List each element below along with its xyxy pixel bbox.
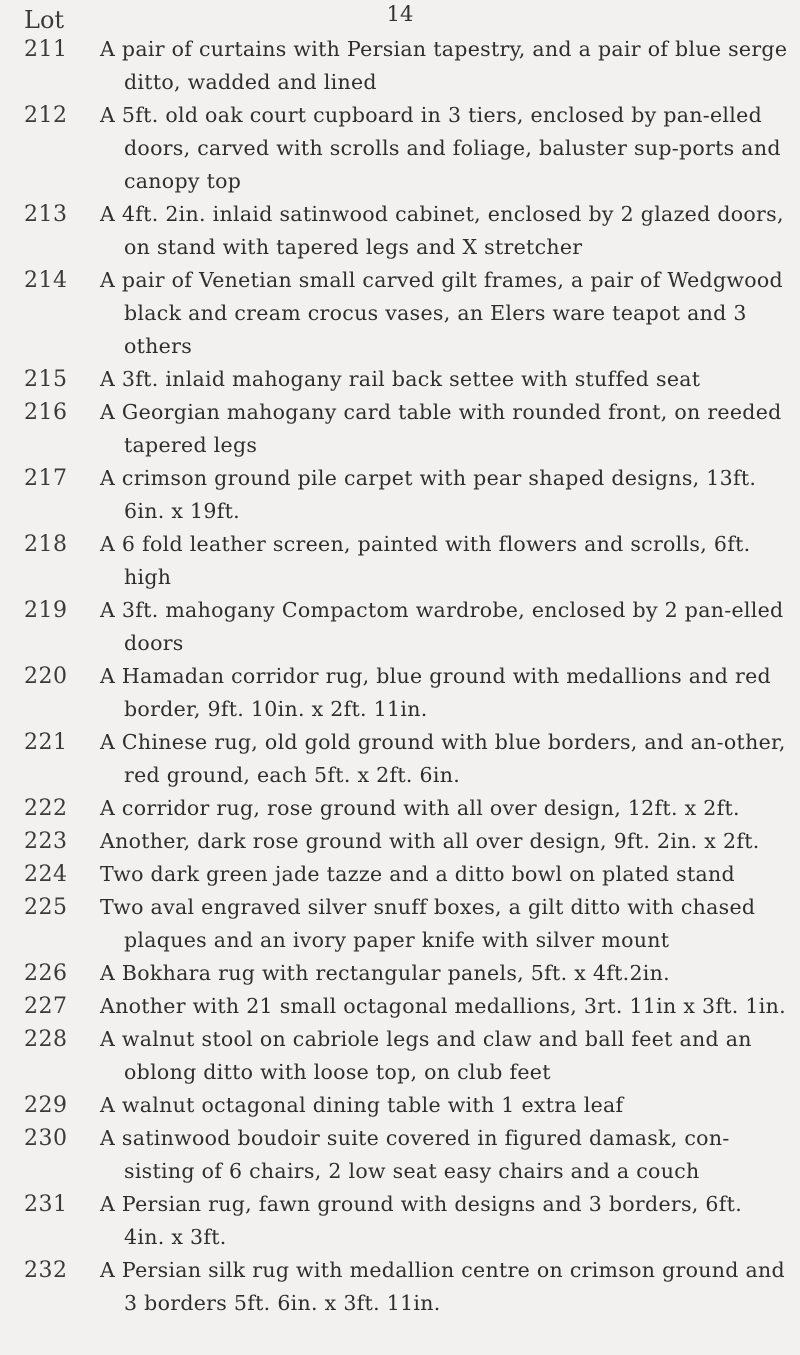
lot-entry <box>0 528 800 594</box>
lot-description: A 3ft. mahogany Compactom wardrobe, enclosed by 2 pan-elled doors <box>100 598 784 655</box>
lot-entry <box>0 1254 800 1320</box>
lot-number: 225 <box>24 895 68 920</box>
lot-entry <box>0 594 800 660</box>
lot-entry <box>0 396 800 462</box>
lot-entry <box>0 462 800 528</box>
lot-entry <box>0 891 800 957</box>
lot-number: 216 <box>24 400 68 425</box>
lot-entry <box>0 726 800 792</box>
lot-description: Two dark green jade tazze and a ditto bowl on plated stand <box>100 862 735 886</box>
lot-number: 227 <box>24 994 68 1019</box>
lot-number: 218 <box>24 532 68 557</box>
lot-number: 222 <box>24 796 68 821</box>
lot-description: Another, dark rose ground with all over design, 9ft. 2in. x 2ft. <box>100 829 760 853</box>
lot-description: Another with 21 small octagonal medallions, 3rt. 11in x 3ft. 1in. <box>100 994 786 1018</box>
lot-description: A 4ft. 2in. inlaid satinwood cabinet, enclosed by 2 glazed doors, on stand with tapered legs and X stretcher <box>100 202 784 259</box>
lot-description: A Georgian mahogany card table with rounded front, on reeded tapered legs <box>100 400 782 457</box>
lot-description: A corridor rug, rose ground with all over design, 12ft. x 2ft. <box>100 796 740 820</box>
lot-number: 223 <box>24 829 68 854</box>
lot-description: A Persian rug, fawn ground with designs and 3 borders, 6ft. 4in. x 3ft. <box>100 1192 743 1249</box>
lot-description: A pair of Venetian small carved gilt frames, a pair of Wedgwood black and cream crocus vases, an Elers ware teapot and 3 others <box>100 268 783 358</box>
lot-number: 219 <box>24 598 68 623</box>
lot-description: A walnut octagonal dining table with 1 extra leaf <box>100 1093 624 1117</box>
lot-number: 231 <box>24 1192 68 1217</box>
lot-number: 224 <box>24 862 68 887</box>
lot-entry <box>0 825 800 858</box>
lot-description: A satinwood boudoir suite covered in figured damask, con-sisting of 6 chairs, 2 low seat easy chairs and a couch <box>100 1126 730 1183</box>
lot-number: 229 <box>24 1093 68 1118</box>
lot-entry <box>0 1188 800 1254</box>
lot-number: 211 <box>24 37 68 62</box>
lot-list <box>0 33 800 1320</box>
lot-entry <box>0 33 800 99</box>
lot-entry <box>0 957 800 990</box>
lot-number: 232 <box>24 1258 68 1283</box>
lot-entry <box>0 858 800 891</box>
lot-description: Two aval engraved silver snuff boxes, a gilt ditto with chased plaques and an ivory paper knife with silver mount <box>100 895 756 952</box>
lot-entry <box>0 363 800 396</box>
lot-entry <box>0 264 800 363</box>
lot-description: A pair of curtains with Persian tapestry, and a pair of blue serge ditto, wadded and lined <box>100 37 788 94</box>
lot-number: 220 <box>24 664 68 689</box>
lot-number: 221 <box>24 730 68 755</box>
lot-entry <box>0 660 800 726</box>
lot-number: 214 <box>24 268 68 293</box>
lot-description: A Hamadan corridor rug, blue ground with medallions and red border, 9ft. 10in. x 2ft. 11in. <box>100 664 771 721</box>
lot-column-heading: Lot <box>24 6 65 34</box>
lot-description: A 5ft. old oak court cupboard in 3 tiers, enclosed by pan-elled doors, carved with scrolls and foliage, baluster sup-ports and canopy top <box>100 103 781 193</box>
lot-entry <box>0 99 800 198</box>
lot-entry <box>0 1122 800 1188</box>
lot-description: A 3ft. inlaid mahogany rail back settee with stuffed seat <box>100 367 701 391</box>
lot-description: A Chinese rug, old gold ground with blue borders, and an-other, red ground, each 5ft. x 2ft. 6in. <box>100 730 786 787</box>
lot-description: A Bokhara rug with rectangular panels, 5ft. x 4ft.2in. <box>100 961 670 985</box>
lot-number: 212 <box>24 103 68 128</box>
lot-entry <box>0 792 800 825</box>
lot-description: A Persian silk rug with medallion centre on crimson ground and 3 borders 5ft. 6in. x 3ft. 11in. <box>100 1258 785 1315</box>
lot-number: 228 <box>24 1027 68 1052</box>
lot-description: A crimson ground pile carpet with pear shaped designs, 13ft. 6in. x 19ft. <box>100 466 757 523</box>
lot-number: 217 <box>24 466 68 491</box>
lot-number: 215 <box>24 367 68 392</box>
lot-number: 230 <box>24 1126 68 1151</box>
lot-entry <box>0 1089 800 1122</box>
lot-entry <box>0 1023 800 1089</box>
lot-entry <box>0 990 800 1023</box>
page-number: 14 <box>386 2 414 26</box>
lot-number: 226 <box>24 961 68 986</box>
lot-number: 213 <box>24 202 68 227</box>
lot-description: A walnut stool on cabriole legs and claw and ball feet and an oblong ditto with loose top, on club feet <box>100 1027 752 1084</box>
lot-entry <box>0 198 800 264</box>
lot-description: A 6 fold leather screen, painted with flowers and scrolls, 6ft. high <box>100 532 751 589</box>
